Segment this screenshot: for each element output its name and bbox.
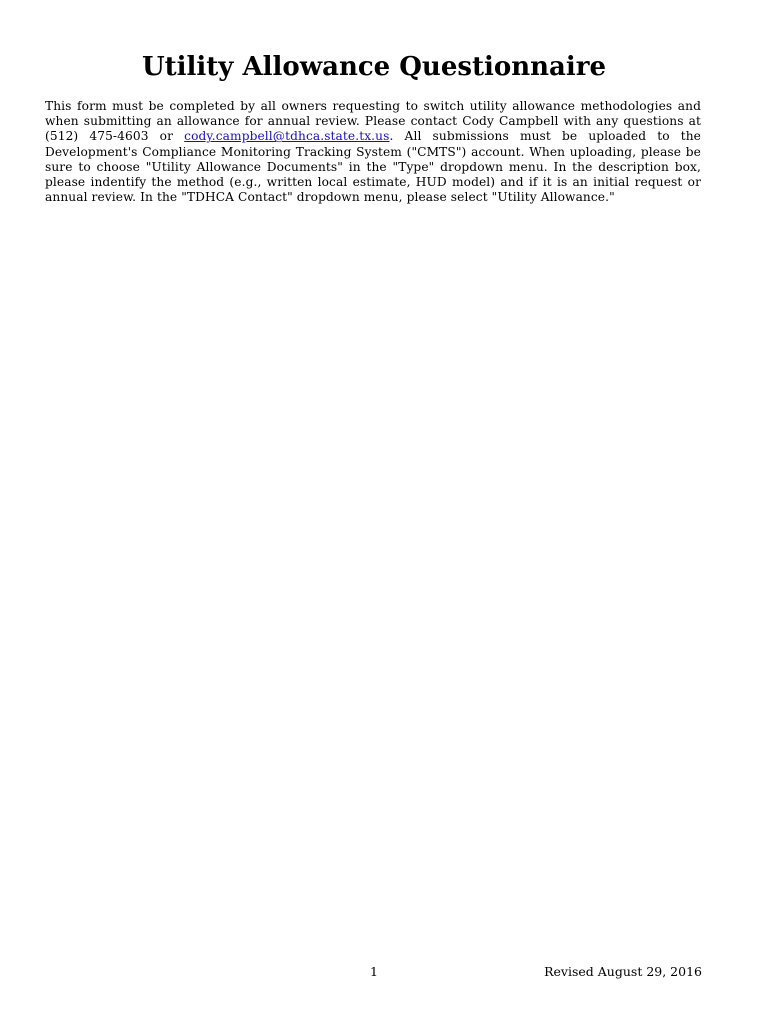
email-link[interactable]: cody.campbell@tdhca.state.tx.us — [184, 129, 390, 144]
intro-paragraph — [45, 99, 701, 205]
intro-text-part1: This form must be completed by all owners requesting to switch utility allowance methodologies and when submitting an allowance for annual review. Please contact Cody Campbell with any questions at (512) 475-4603 or — [45, 99, 701, 144]
revision-date: Revised August 29, 2016 — [544, 964, 702, 979]
page-number: 1 — [370, 964, 378, 979]
intro-text-part2: . All submissions must be uploaded to the Development's Compliance Monitoring Tracking System ("CMTS") account. When uploading, please be sure to choose "Utility Allowance Documents" in the "Type" dropdown menu. In the description box, please indentify the method (e.g., written local estimate, HUD model) and if it is an initial request or annual review. In the "TDHCA Contact" dropdown menu, please select "Utility Allowance." — [45, 129, 701, 205]
page-title: Utility Allowance Questionnaire — [141, 52, 607, 82]
